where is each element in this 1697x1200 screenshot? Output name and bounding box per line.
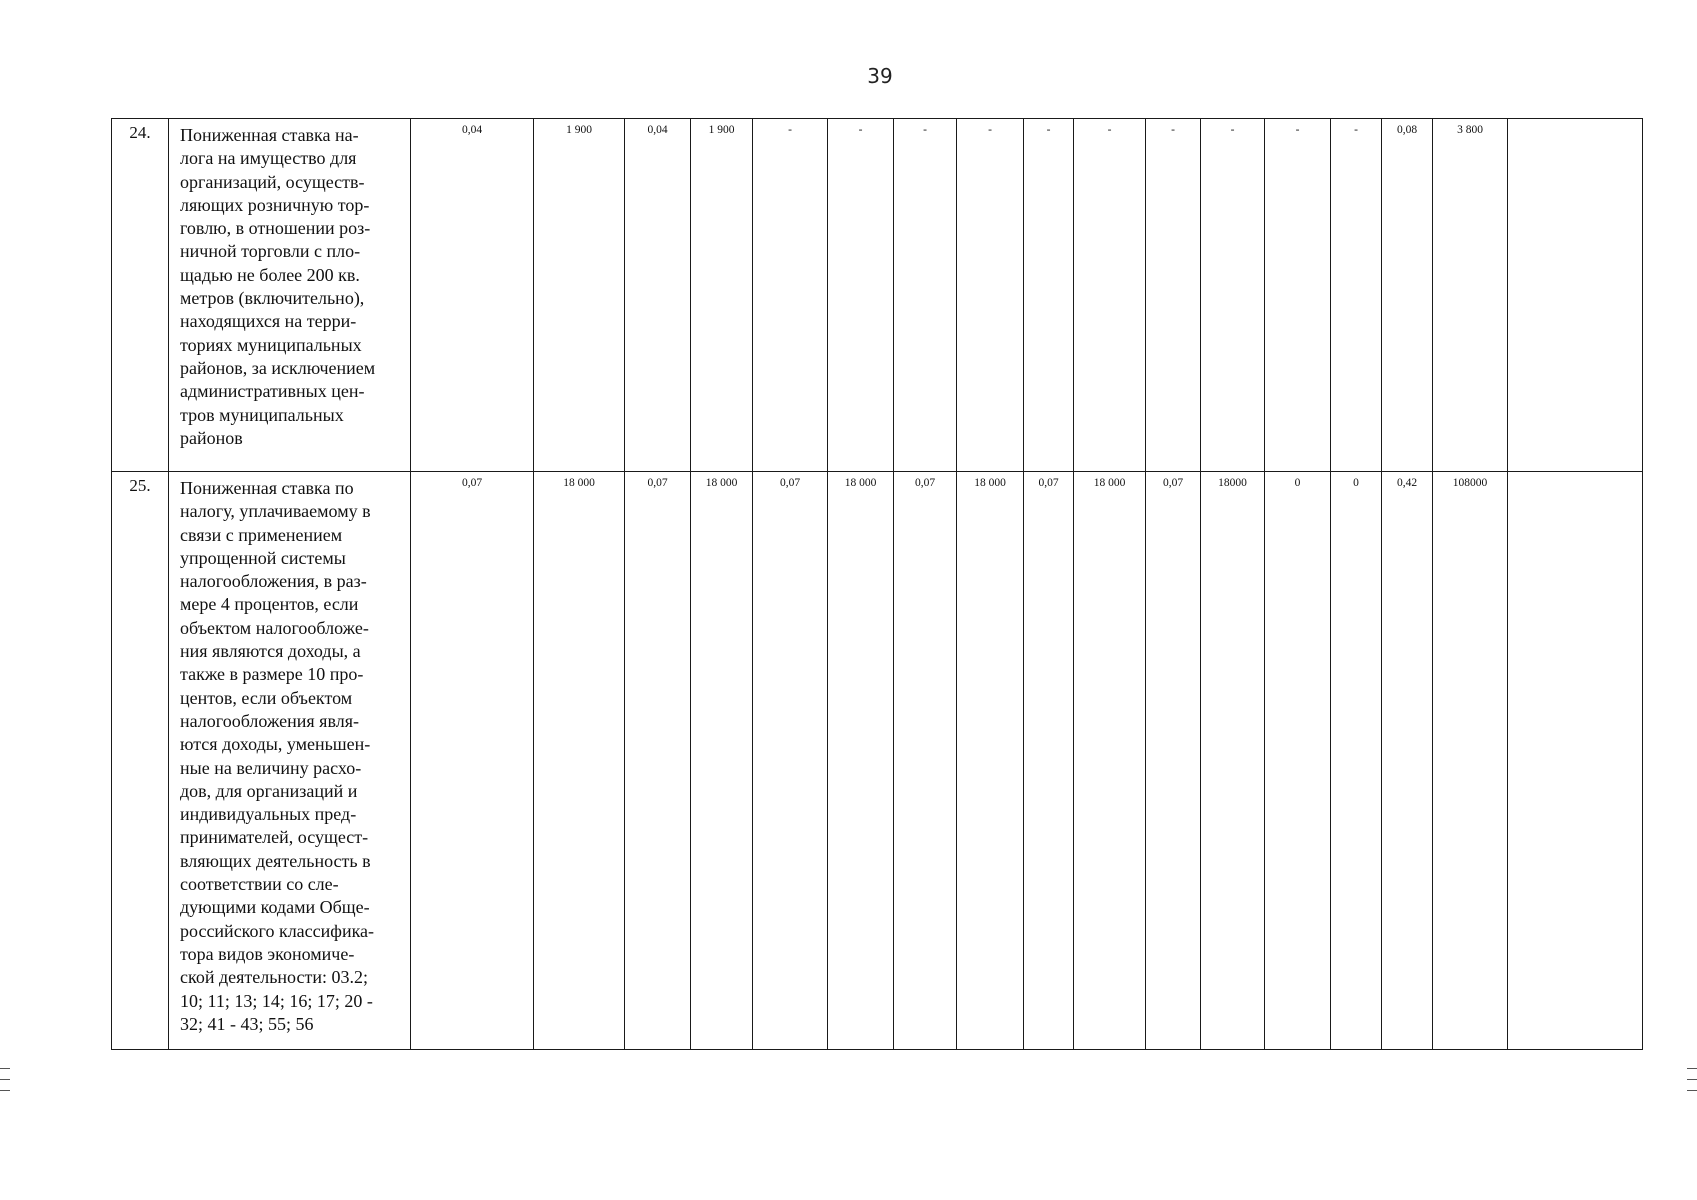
value-cell: - (753, 119, 828, 472)
value-cell: 3 800 (1433, 119, 1508, 472)
description-line: российского классифика- (180, 920, 375, 941)
description-line: ской деятельности: 03.2; (180, 967, 368, 988)
scan-edge-mark (0, 1090, 10, 1091)
value-cell (1508, 119, 1643, 472)
description-line: 10; 11; 13; 14; 16; 17; 20 - (180, 990, 373, 1011)
description-line: ния являются доходы, а (180, 641, 361, 662)
value-cell: 0,07 (1024, 472, 1074, 1050)
description-line: лога на имущество для (180, 148, 357, 169)
page-number: 39 (867, 64, 893, 88)
description-line: ляющих розничную тор- (180, 194, 370, 215)
value-cell: 0,07 (894, 472, 957, 1050)
description-line: районов (180, 427, 243, 448)
value-cell: 18 000 (957, 472, 1024, 1050)
description-line: налогообложения явля- (180, 710, 359, 731)
description-line: метров (включительно), (180, 288, 365, 309)
description-line: соответствии со сле- (180, 874, 339, 895)
value-cell: 108000 (1433, 472, 1508, 1050)
description-line: принимателей, осущест- (180, 827, 369, 848)
value-cell: - (828, 119, 894, 472)
row-number: 24. (112, 119, 169, 472)
description-line: налогу, уплачиваемому в (180, 501, 371, 522)
value-cell: 18 000 (691, 472, 753, 1050)
value-cell: 1 900 (534, 119, 625, 472)
value-cell: 0,42 (1382, 472, 1433, 1050)
description-line: говлю, в отношении роз- (180, 218, 371, 239)
scan-edge-mark (1687, 1079, 1697, 1080)
description-line: также в размере 10 про- (180, 664, 364, 685)
value-cell: 0,07 (625, 472, 691, 1050)
description-line: дующими кодами Обще- (180, 897, 370, 918)
description-line: тров муниципальных (180, 404, 344, 425)
description-line: упрощенной системы (180, 547, 346, 568)
table-row (112, 119, 1643, 472)
value-cell: 0,07 (753, 472, 828, 1050)
description-line: тора видов экономиче- (180, 943, 355, 964)
description-line: объектом налогообложе- (180, 617, 369, 638)
description-line: налогообложения, в раз- (180, 571, 367, 592)
scan-edge-mark (0, 1079, 10, 1080)
description-line: ториях муниципальных (180, 334, 362, 355)
description-line: ные на величину расхо- (180, 757, 362, 778)
description-line: организаций, осуществ- (180, 171, 365, 192)
value-cell: - (1331, 119, 1382, 472)
value-cell: - (1265, 119, 1331, 472)
description-line: щадью не более 200 кв. (180, 264, 360, 285)
description-line: Пониженная ставка по (180, 478, 354, 498)
description-line: индивидуальных пред- (180, 804, 357, 825)
value-cell: 0,04 (625, 119, 691, 472)
value-cell: - (1074, 119, 1146, 472)
description-line: районов, за исключением (180, 357, 376, 378)
scan-edge-mark (0, 1068, 10, 1069)
description-line: дов, для организаций и (180, 780, 358, 801)
data-table (111, 118, 1643, 1050)
value-cell: 0 (1331, 472, 1382, 1050)
description-line: центов, если объектом (180, 687, 353, 708)
value-cell: 18 000 (534, 472, 625, 1050)
value-cell: 0,07 (411, 472, 534, 1050)
description-line: мере 4 процентов, если (180, 594, 359, 615)
value-cell: 18 000 (1074, 472, 1146, 1050)
value-cell: 0,08 (1382, 119, 1433, 472)
value-cell: - (1024, 119, 1074, 472)
value-cell: 1 900 (691, 119, 753, 472)
description-line: 32; 41 - 43; 55; 56 (180, 1013, 314, 1034)
value-cell: 0,04 (411, 119, 534, 472)
description-line: административных цен- (180, 381, 365, 402)
value-cell: 18000 (1201, 472, 1265, 1050)
value-cell: - (894, 119, 957, 472)
value-cell: - (1201, 119, 1265, 472)
scan-edge-mark (1687, 1068, 1697, 1069)
table-row (112, 472, 1643, 1050)
row-description (169, 119, 411, 472)
row-number: 25. (112, 472, 169, 1050)
description-line: ются доходы, уменьшен- (180, 734, 371, 755)
value-cell: 18 000 (828, 472, 894, 1050)
value-cell: 0 (1265, 472, 1331, 1050)
value-cell: 0,07 (1146, 472, 1201, 1050)
value-cell: - (1146, 119, 1201, 472)
value-cell: - (957, 119, 1024, 472)
description-line: находящихся на терри- (180, 311, 357, 332)
row-description (169, 472, 411, 1050)
description-line: вляющих деятельность в (180, 850, 371, 871)
description-line: связи с применением (180, 524, 343, 545)
value-cell (1508, 472, 1643, 1050)
description-line: ничной торговли с пло- (180, 241, 361, 262)
scan-edge-mark (1687, 1090, 1697, 1091)
description-line: Пониженная ставка на- (180, 125, 359, 145)
